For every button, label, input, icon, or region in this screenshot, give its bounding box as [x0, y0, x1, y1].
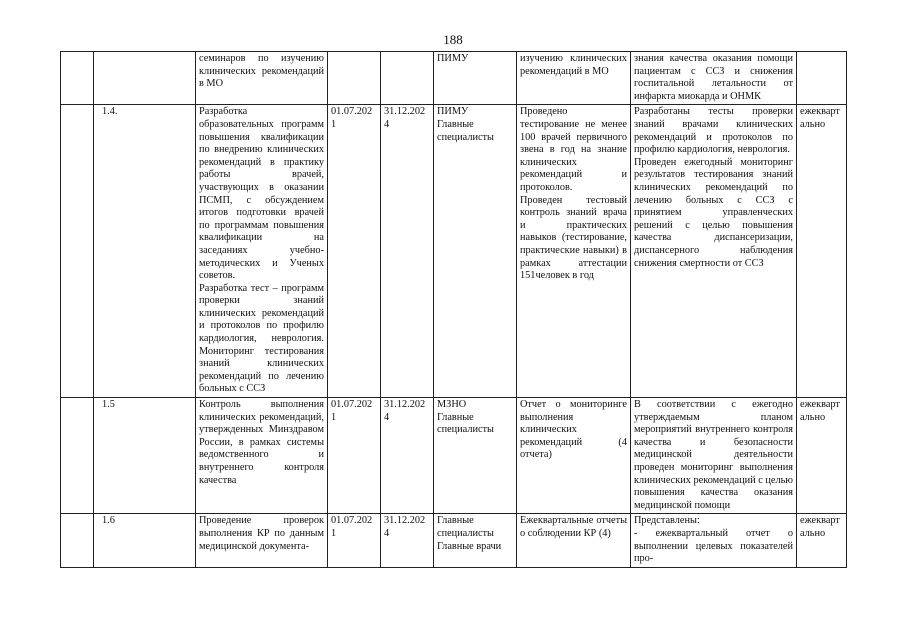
- responsible-line: Главные специалисты: [437, 411, 494, 436]
- result-line: Ежеквартальные отчеты о соблюдении КР (4): [520, 515, 627, 539]
- cell-num: [94, 52, 196, 105]
- cell-end: 31.12.2024: [381, 514, 434, 567]
- report-line: - ежеквартальный отчет о выполнении целевых показателей про-: [634, 527, 793, 565]
- activity-line: Разработка образовательных программ повышения квалификации по внедрению клинических рекомендаций в практику работы врачей, участвующих в оказании ПСМП, с обсуждением итогов подготовки врачей по программам повышения квалификации на заседаниях учебно-методических и Ученых советов.: [199, 106, 324, 282]
- cell-num: 1.4.: [94, 105, 196, 398]
- activity-line: Контроль выполнения клинических рекомендаций, утвержденных Минздравом России, в рамках системы ведомственного и внутреннего контроля качества: [199, 399, 324, 486]
- cell-activity: [196, 514, 328, 567]
- cell-end: 31.12.2024: [381, 398, 434, 514]
- cell-activity: [196, 105, 328, 398]
- cell-end: 31.12.2024: [381, 105, 434, 398]
- cell-activity: [196, 398, 328, 514]
- cell-period: ежеквартально: [797, 514, 847, 567]
- responsible-line: Главные специалисты: [437, 118, 494, 143]
- responsible-line: ПИМУ: [437, 106, 469, 118]
- activity-line: семинаров по изучению клинических рекомендаций в МО: [199, 53, 324, 90]
- report-line: Разработаны тесты проверки знаний врачами клинических рекомендаций и протоколов по профилю кардиология, неврология.: [634, 106, 793, 156]
- result-line: Отчет о мониторинге выполнения клинических рекомендаций (4 отчета): [520, 399, 627, 461]
- cell-responsible: [434, 398, 517, 514]
- page-number: 188: [443, 32, 463, 47]
- cell-num: 1.5: [94, 398, 196, 514]
- result-line: Проведен тестовый контроль знаний врача и практических навыков (тестирование, практические навыки) в рамках аттестации 151человек в год: [520, 194, 627, 282]
- cell-result: [517, 398, 631, 514]
- report-line: Проведен ежегодный мониторинг результатов тестирования знаний клинических рекомендаций по лечению больных с ССЗ с принятием управленческих решений с целью повышения качества диспансеризации, диспансерного наблюдения снижения смертности от ССЗ: [634, 156, 793, 269]
- result-line: изучению клинических рекомендаций в МО: [520, 53, 627, 77]
- report-line: знания качества оказания помощи пациентам с ССЗ и снижения госпитальной летальности от инфаркта миокарда и ОНМК: [634, 53, 793, 102]
- table-row: [61, 52, 847, 105]
- cell-period: ежеквартально: [797, 398, 847, 514]
- cell-responsible: [434, 52, 517, 105]
- cell-start: 01.07.2021: [328, 105, 381, 398]
- cell-activity: [196, 52, 328, 105]
- responsible-line: ПИМУ: [437, 53, 469, 64]
- table-row: [61, 514, 847, 567]
- cell-start: [328, 52, 381, 105]
- cell-report: [631, 514, 797, 567]
- cell-report: [631, 52, 797, 105]
- result-line: Проведено тестирование не менее 100 врачей первичного звена в год на знание клинических рекомендаций и протоколов.: [520, 106, 627, 193]
- cell-result: [517, 514, 631, 567]
- cell-end: [381, 52, 434, 105]
- cell-report: [631, 398, 797, 514]
- cell-report: [631, 105, 797, 398]
- responsible-line: МЗНО: [437, 399, 467, 411]
- cell-blank: [61, 398, 94, 514]
- cell-blank: [61, 52, 94, 105]
- report-line: Представлены:: [634, 515, 700, 527]
- cell-result: [517, 105, 631, 398]
- cell-num: 1.6: [94, 514, 196, 567]
- table-row: [61, 105, 847, 398]
- plan-table: [60, 51, 847, 568]
- report-line: В соответствии с ежегодно утверждаемым планом мероприятий внутреннего контроля качества и безопасности медицинской деятельности проведен мониторинг выполнения клинических рекомендаций с целью повышения качества оказания медицинской помощи: [634, 399, 793, 511]
- cell-start: 01.07.2021: [328, 514, 381, 567]
- activity-line: Проведение проверок выполнения КР по данным медицинской документа-: [199, 515, 324, 552]
- cell-result: [517, 52, 631, 105]
- activity-line: Разработка тест – программ проверки знаний клинических рекомендаций и протоколов по профилю кардиология, неврология. Мониторинг тестирования знаний клинических рекомендаций по лечению больных с ССЗ: [199, 282, 324, 395]
- cell-blank: [61, 105, 94, 398]
- cell-responsible: [434, 514, 517, 567]
- cell-responsible: [434, 105, 517, 398]
- cell-blank: [61, 514, 94, 567]
- cell-period: ежеквартально: [797, 105, 847, 398]
- cell-start: 01.07.2021: [328, 398, 381, 514]
- table-row: [61, 398, 847, 514]
- responsible-line: Главные специалисты: [437, 515, 494, 539]
- cell-period: [797, 52, 847, 105]
- table-body: [61, 52, 847, 568]
- responsible-line: Главные врачи: [437, 540, 502, 552]
